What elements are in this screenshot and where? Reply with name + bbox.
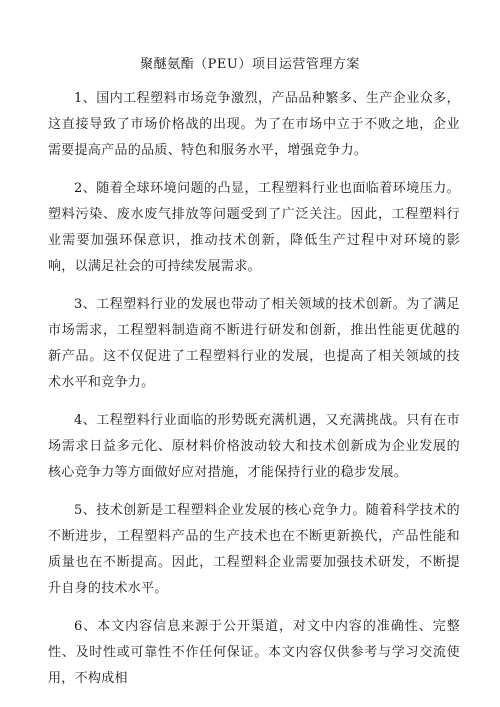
paragraph-4: 4、工程塑料行业面临的形势既充满机遇，又充满挑战。只有在市场需求日益多元化、原材料价格波动较大和技术创新成为企业发展的核心竞争力等方面做好应对措施，才能保持行业的稳步发展。 [48,413,460,480]
paragraph-5: 5、技术创新是工程塑料企业发展的核心竞争力。随着科学技术的不断进步，工程塑料产品的生产技术也在不断更新换代，产品性能和质量也在不断提高。因此，工程塑料企业需要加强技术研发，不断提升自身的技术水平。 [48,503,460,596]
paragraph-1: 1、国内工程塑料市场竞争激烈，产品品种繁多、生产企业众多，这直接导致了市场价格战的出现。为了在市场中立于不败之地，企业需要提高产品的品质、特色和服务水平，增强竞争力。 [48,91,460,158]
paragraph-6: 6、本文内容信息来源于公开渠道，对文中内容的准确性、完整性、及时性或可靠性不作任何保证。本文内容仅供参考与学习交流使用，不构成相 [48,619,460,686]
document-title: 聚醚氨酯（PEU）项目运营管理方案 [140,57,360,72]
paragraph-2: 2、随着全球环境问题的凸显，工程塑料行业也面临着环境压力。塑料污染、废水废气排放等问题受到了广泛关注。因此，工程塑料行业需要加强环保意识，推动技术创新，降低生产过程中对环境的影响，以满足社会的可持续发展需求。 [48,181,460,274]
document-body [48,86,460,704]
paragraph-3: 3、工程塑料行业的发展也带动了相关领域的技术创新。为了满足市场需求，工程塑料制造商不断进行研发和创新，推出性能更优越的新产品。这不仅促进了工程塑料行业的发展，也提高了相关领域的技术水平和竞争力。 [48,297,460,390]
